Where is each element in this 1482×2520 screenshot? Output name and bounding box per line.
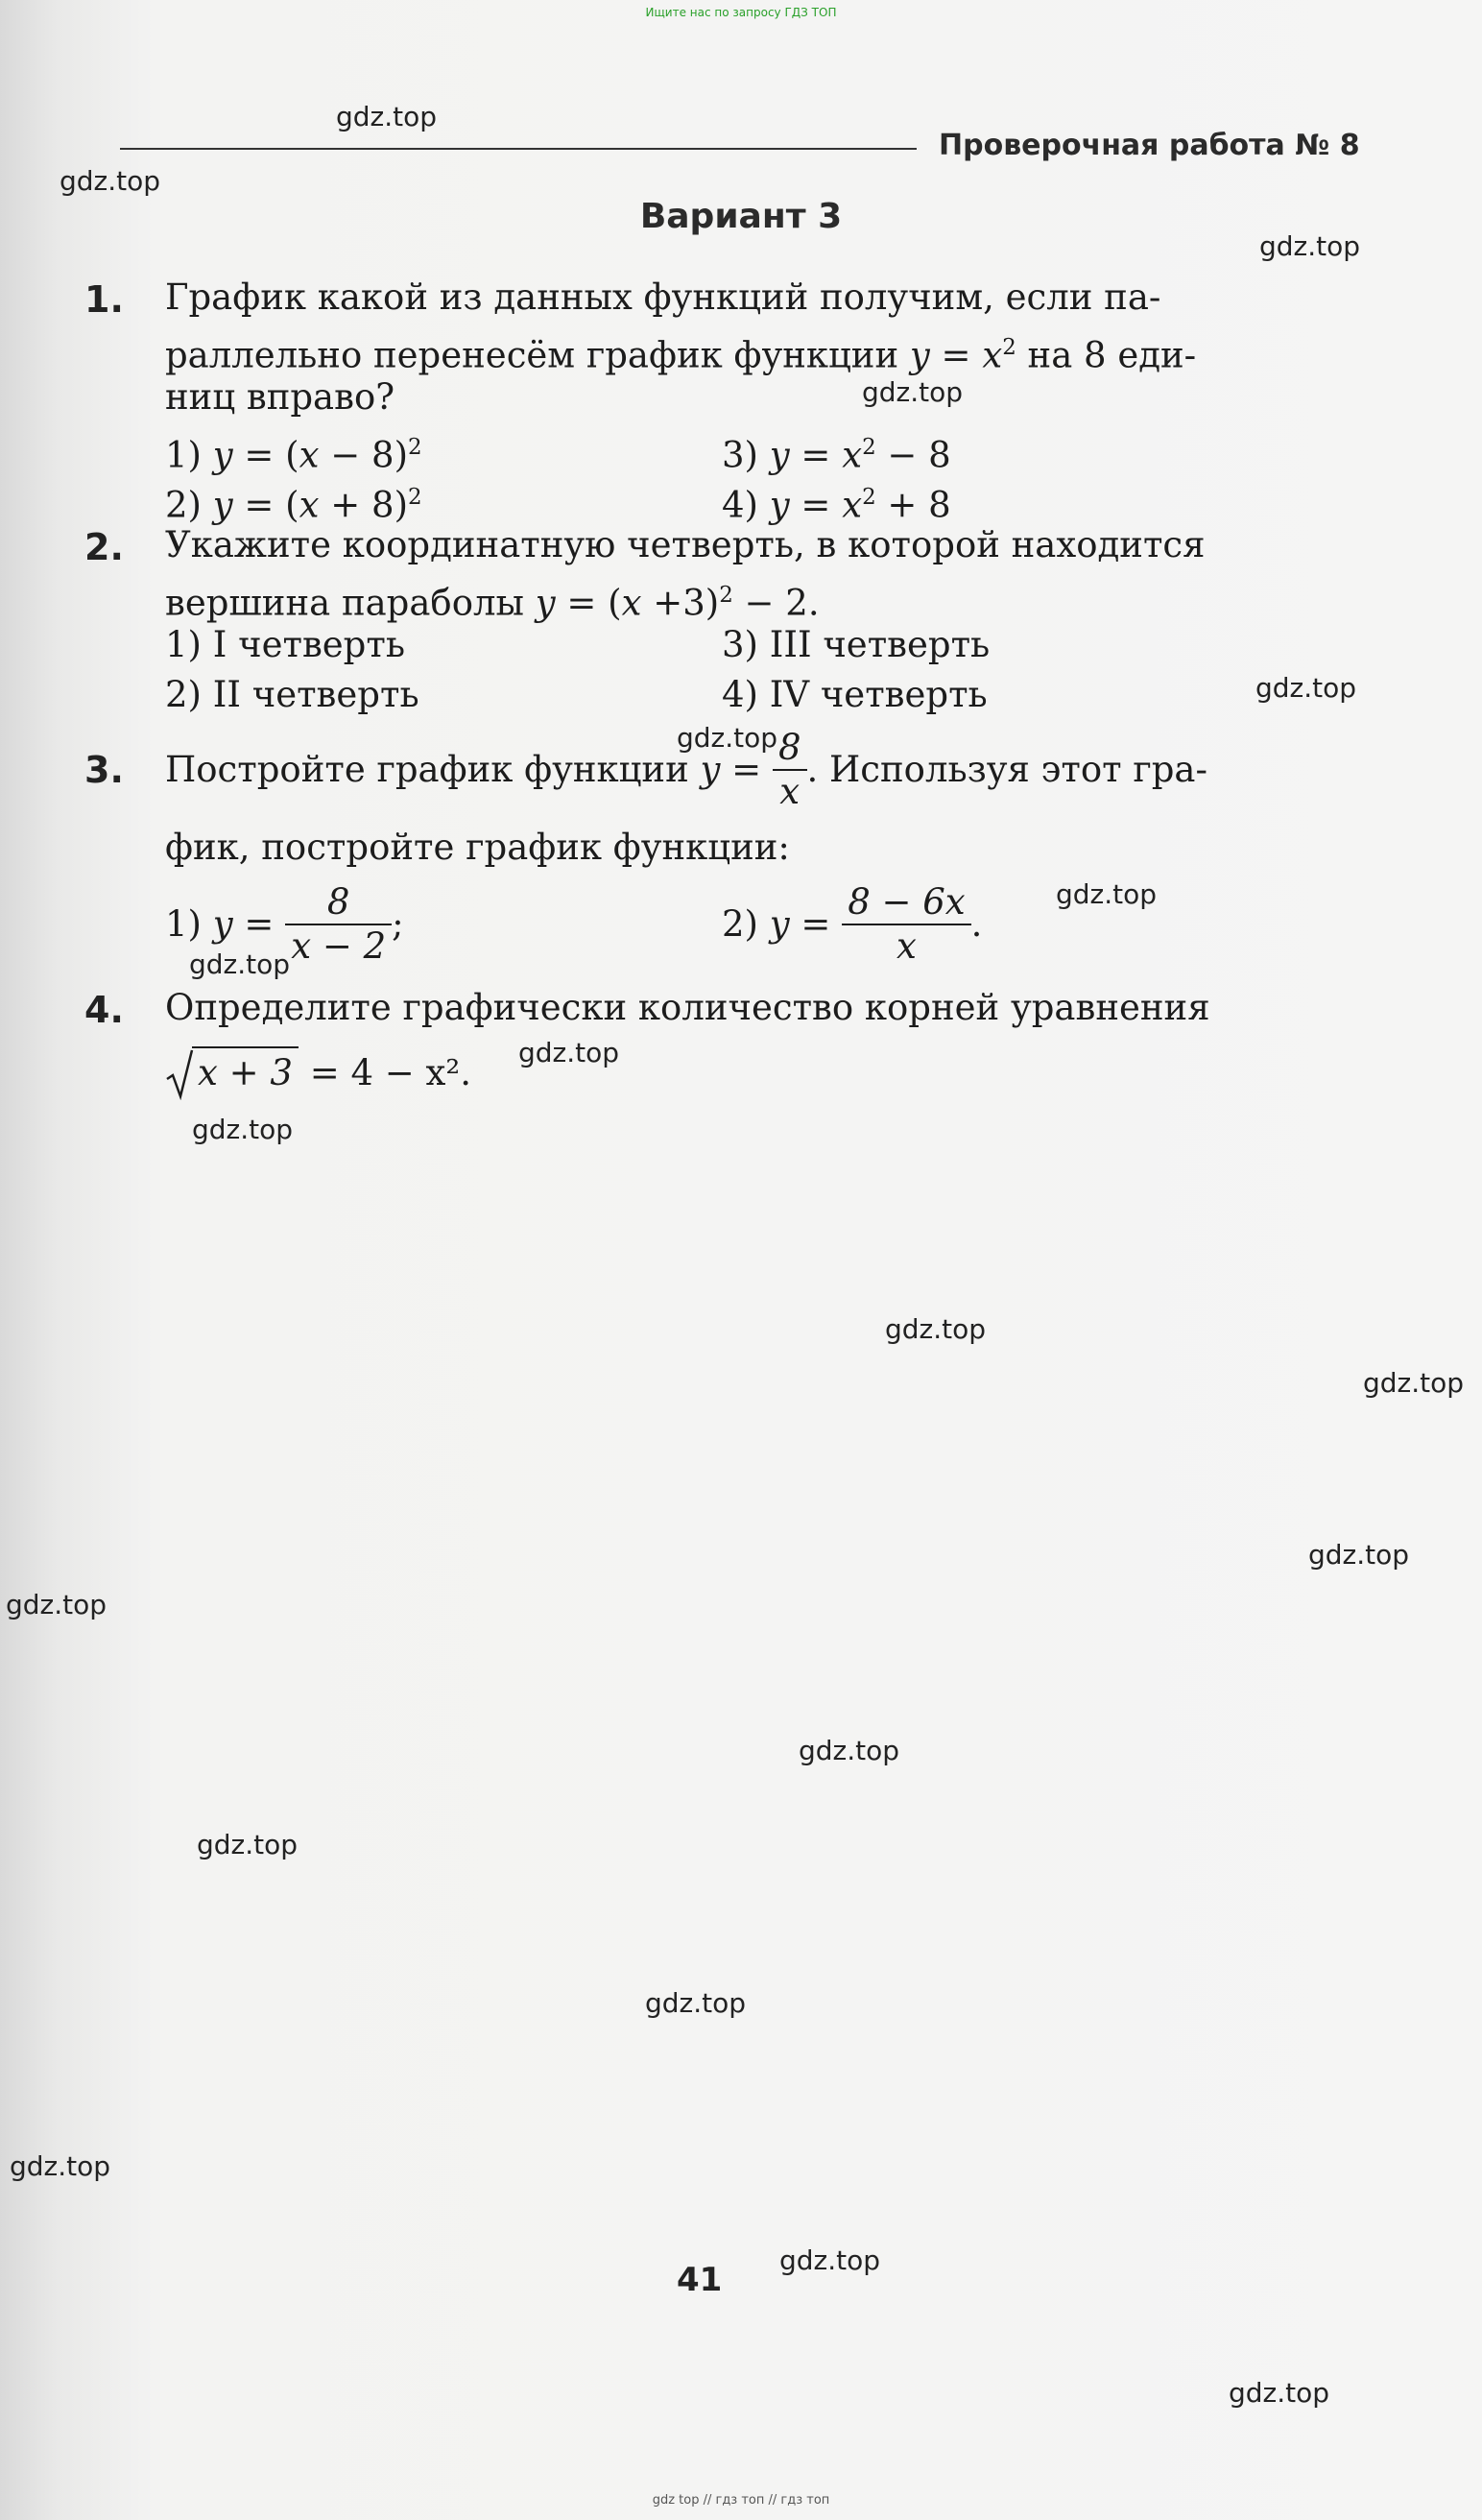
task-2-line-2: вершина параболы $y = (x +3)^2 - 2$. [165, 582, 820, 624]
watermark[interactable]: gdz.top [1363, 1367, 1465, 1399]
fraction-8-over-x: $\frac{8}{x}$ [773, 727, 807, 813]
watermark[interactable]: gdz.top [677, 722, 778, 754]
watermark[interactable]: gdz.top [1229, 2377, 1330, 2409]
sqrt-symbol: x + 3 [165, 1046, 299, 1098]
watermark[interactable]: gdz.top [645, 1987, 747, 2019]
watermark[interactable]: gdz.top [336, 101, 438, 132]
header-rule [120, 148, 917, 150]
watermark[interactable]: gdz.top [1308, 1539, 1410, 1571]
task-1-line-2: раллельно перенесём график функции $y = x^2$ на 8 еди- [165, 334, 1197, 376]
header-title: Проверочная работа № 8 [939, 129, 1360, 162]
watermark[interactable]: gdz.top [1259, 230, 1361, 262]
task-1-option-4: 4) $y = x^2 + 8$ [722, 484, 951, 526]
task-3-line-2: фик, постройте график функции: [165, 827, 790, 868]
watermark[interactable]: gdz.top [779, 2244, 881, 2276]
task-4-equation: x + 3 = 4 − x². [165, 1046, 471, 1098]
watermark[interactable]: gdz.top [10, 2150, 111, 2182]
task-1-line-1: График какой из данных функций получим, если па- [165, 276, 1161, 318]
top-banner[interactable]: Ищите нас по запросу ГДЗ ТОП [645, 6, 837, 19]
watermark[interactable]: gdz.top [1056, 878, 1158, 910]
task-2-number: 2. [84, 526, 124, 568]
watermark[interactable]: gdz.top [885, 1313, 987, 1345]
watermark[interactable]: gdz.top [60, 165, 161, 197]
task-3-option-1: 1) y = $\frac{8}{x - 2}$ ; [165, 881, 404, 967]
task-4-number: 4. [84, 989, 124, 1031]
watermark[interactable]: gdz.top [192, 1114, 294, 1145]
footer-links[interactable]: gdz top // гдз топ // гдз топ [652, 2493, 830, 2508]
task-2-option-3: 3) III четверть [722, 624, 991, 665]
watermark[interactable]: gdz.top [1255, 672, 1357, 704]
task-3-line-1: Постройте график функции y = $\frac{8}{x}$ . Используя этот гра- [165, 727, 1207, 812]
variant-title: Вариант 3 [639, 197, 843, 236]
watermark[interactable]: gdz.top [862, 376, 964, 408]
task-1-option-3: 3) $y = x^2 - 8$ [722, 434, 951, 476]
watermark[interactable]: gdz.top [189, 948, 291, 980]
task-4-line-1: Определите графически количество корней уравнения [165, 987, 1210, 1028]
task-1-option-1: 1) $y = (x - 8)^2$ [165, 434, 422, 476]
task-2-option-1: 1) I четверть [165, 624, 405, 665]
watermark[interactable]: gdz.top [6, 1589, 108, 1620]
task-1-option-2: 2) $y = (x + 8)^2$ [165, 484, 422, 526]
task-3-number: 3. [84, 749, 124, 791]
task-1-number: 1. [84, 278, 124, 321]
watermark[interactable]: gdz.top [518, 1037, 620, 1068]
task-2-option-2: 2) II четверть [165, 674, 419, 715]
task-2-option-4: 4) IV четверть [722, 674, 988, 715]
task-3-option-2: 2) y = $\frac{8 - 6x}{x}$ . [722, 881, 983, 967]
page-number: 41 [677, 2261, 723, 2299]
watermark[interactable]: gdz.top [197, 1829, 299, 1860]
task-1-line-3: ниц вправо? [165, 376, 395, 418]
task-2-line-1: Укажите координатную четверть, в которой находится [165, 524, 1206, 565]
watermark[interactable]: gdz.top [799, 1735, 900, 1766]
